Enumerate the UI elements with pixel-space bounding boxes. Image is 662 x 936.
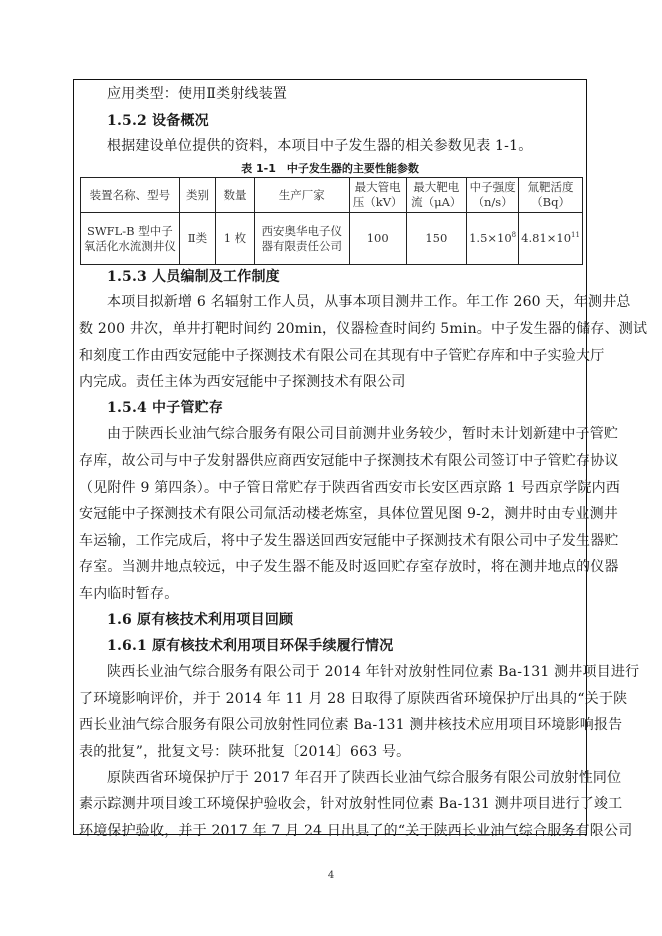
neutron-intensity-cell (467, 213, 519, 265)
table-row (81, 213, 583, 265)
paragraph-line: （见附件 9 第四条）。中子管日常贮存于陕西省西安市长安区西京路 1 号西京学院内西 (79, 480, 621, 496)
paragraph-line: 原陕西省环境保护厅于 2017 年召开了陕西长业油气综合服务有限公司放射性同位 (107, 770, 622, 786)
paragraph-line: 车运输，工作完成后，将中子发生器送回西安冠能中子探测技术有限公司中子发生器贮 (79, 533, 619, 549)
paragraph-line: 了环境影响评价，并于 2014 年 11 月 28 日取得了原陕西省环境保护厅出具的“关于陕 (79, 691, 628, 707)
header-cell: 装置名称、型号 (81, 178, 180, 213)
document-frame (73, 79, 648, 839)
paragraph-line: 安冠能中子探测技术有限公司氚活动楼老炼室，具体位置见图 9-2，测井时由专业测井 (79, 506, 618, 522)
quantity-cell: 1 枚 (216, 213, 254, 265)
header-cell: 生产厂家 (254, 178, 349, 213)
paragraph-line: 车内临时暂存。 (79, 586, 179, 602)
category-cell: Ⅱ类 (179, 213, 216, 265)
tritium-activity-base: 4.81×10 (521, 231, 572, 245)
paragraph-line: 由于陕西长业油气综合服务有限公司目前测井业务较少，暂时未计划新建中子管贮 (107, 426, 619, 442)
tritium-activity-cell (519, 213, 583, 265)
paragraph-line: 表的批复”，批复文号：陕环批复〔2014〕663 号。 (79, 744, 411, 760)
paragraph-intro: 根据建设单位提供的资料，本项目中子发生器的相关参数见表 1-1。 (107, 138, 533, 154)
heading-1-6-1: 1.6.1 原有核技术利用项目环保手续履行情况 (107, 638, 394, 654)
spec-table (80, 177, 583, 265)
paragraph-line: 素示踪测井项目竣工环境保护验收会，针对放射性同位素 Ba-131 测井项目进行了竣工 (79, 796, 623, 812)
header-cell: 数量 (216, 178, 254, 213)
paragraph-line: 数 200 井次，单井打靶时间约 20min，仪器检查时间约 5min。中子发生器的储存、测试 (79, 321, 648, 337)
heading-1-5-2: 1.5.2 设备概况 (107, 113, 209, 129)
application-type: 应用类型：使用Ⅱ类射线装置 (107, 86, 288, 102)
max-target-current-cell: 150 (406, 213, 467, 265)
paragraph-line: 西长业油气综合服务有限公司放射性同位素 Ba-131 测井核技术应用项目环境影响报告 (79, 717, 623, 733)
page-number: 4 (327, 870, 335, 881)
heading-1-5-3: 1.5.3 人员编制及工作制度 (107, 269, 280, 285)
header-cell: 氚靶活度（Bq） (519, 178, 583, 213)
header-cell: 中子强度（n/s） (467, 178, 519, 213)
paragraph-line: 环境保护验收，并于 2017 年 7 月 24 日出具了的“关于陕西长业油气综合服务有限公司 (79, 823, 633, 839)
paragraph-line: 内完成。责任主体为西安冠能中子探测技术有限公司 (79, 374, 406, 390)
paragraph-line: 陕西长业油气综合服务有限公司于 2014 年针对放射性同位素 Ba-131 测井项目进行 (107, 664, 640, 680)
manufacturer-cell: 西安奥华电子仪器有限责任公司 (254, 213, 349, 265)
neutron-intensity-base: 1.5×10 (469, 231, 512, 245)
paragraph-line: 存室。当测井地点较远，中子发生器不能及时返回贮存室存放时，将在测井地点的仪器 (79, 559, 619, 575)
paragraph-line: 和刻度工作由西安冠能中子探测技术有限公司在其现有中子管贮存库和中子实验大厅 (79, 348, 605, 364)
paragraph-line: 本项目拟新增 6 名辐射工作人员，从事本项目测井工作。年工作 260 天，年测井总 (107, 294, 631, 310)
tritium-activity-exponent: 11 (571, 231, 580, 240)
heading-1-6: 1.6 原有核技术利用项目回顾 (107, 612, 294, 628)
paragraph-line: 存库，故公司与中子发射器供应商西安冠能中子探测技术有限公司签订中子管贮存协议 (79, 453, 619, 469)
table-caption: 表 1-1 中子发生器的主要性能参数 (241, 162, 419, 175)
neutron-intensity-exponent: 8 (511, 231, 517, 240)
heading-1-5-4: 1.5.4 中子管贮存 (107, 400, 224, 416)
header-cell: 最大管电压（kV） (349, 178, 406, 213)
header-cell: 类别 (179, 178, 216, 213)
header-cell: 最大靶电流（μA） (406, 178, 467, 213)
max-tube-voltage-cell: 100 (349, 213, 406, 265)
table-header-row (81, 178, 583, 213)
device-name-cell: SWFL-B 型中子氧活化水流测井仪 (81, 213, 180, 265)
